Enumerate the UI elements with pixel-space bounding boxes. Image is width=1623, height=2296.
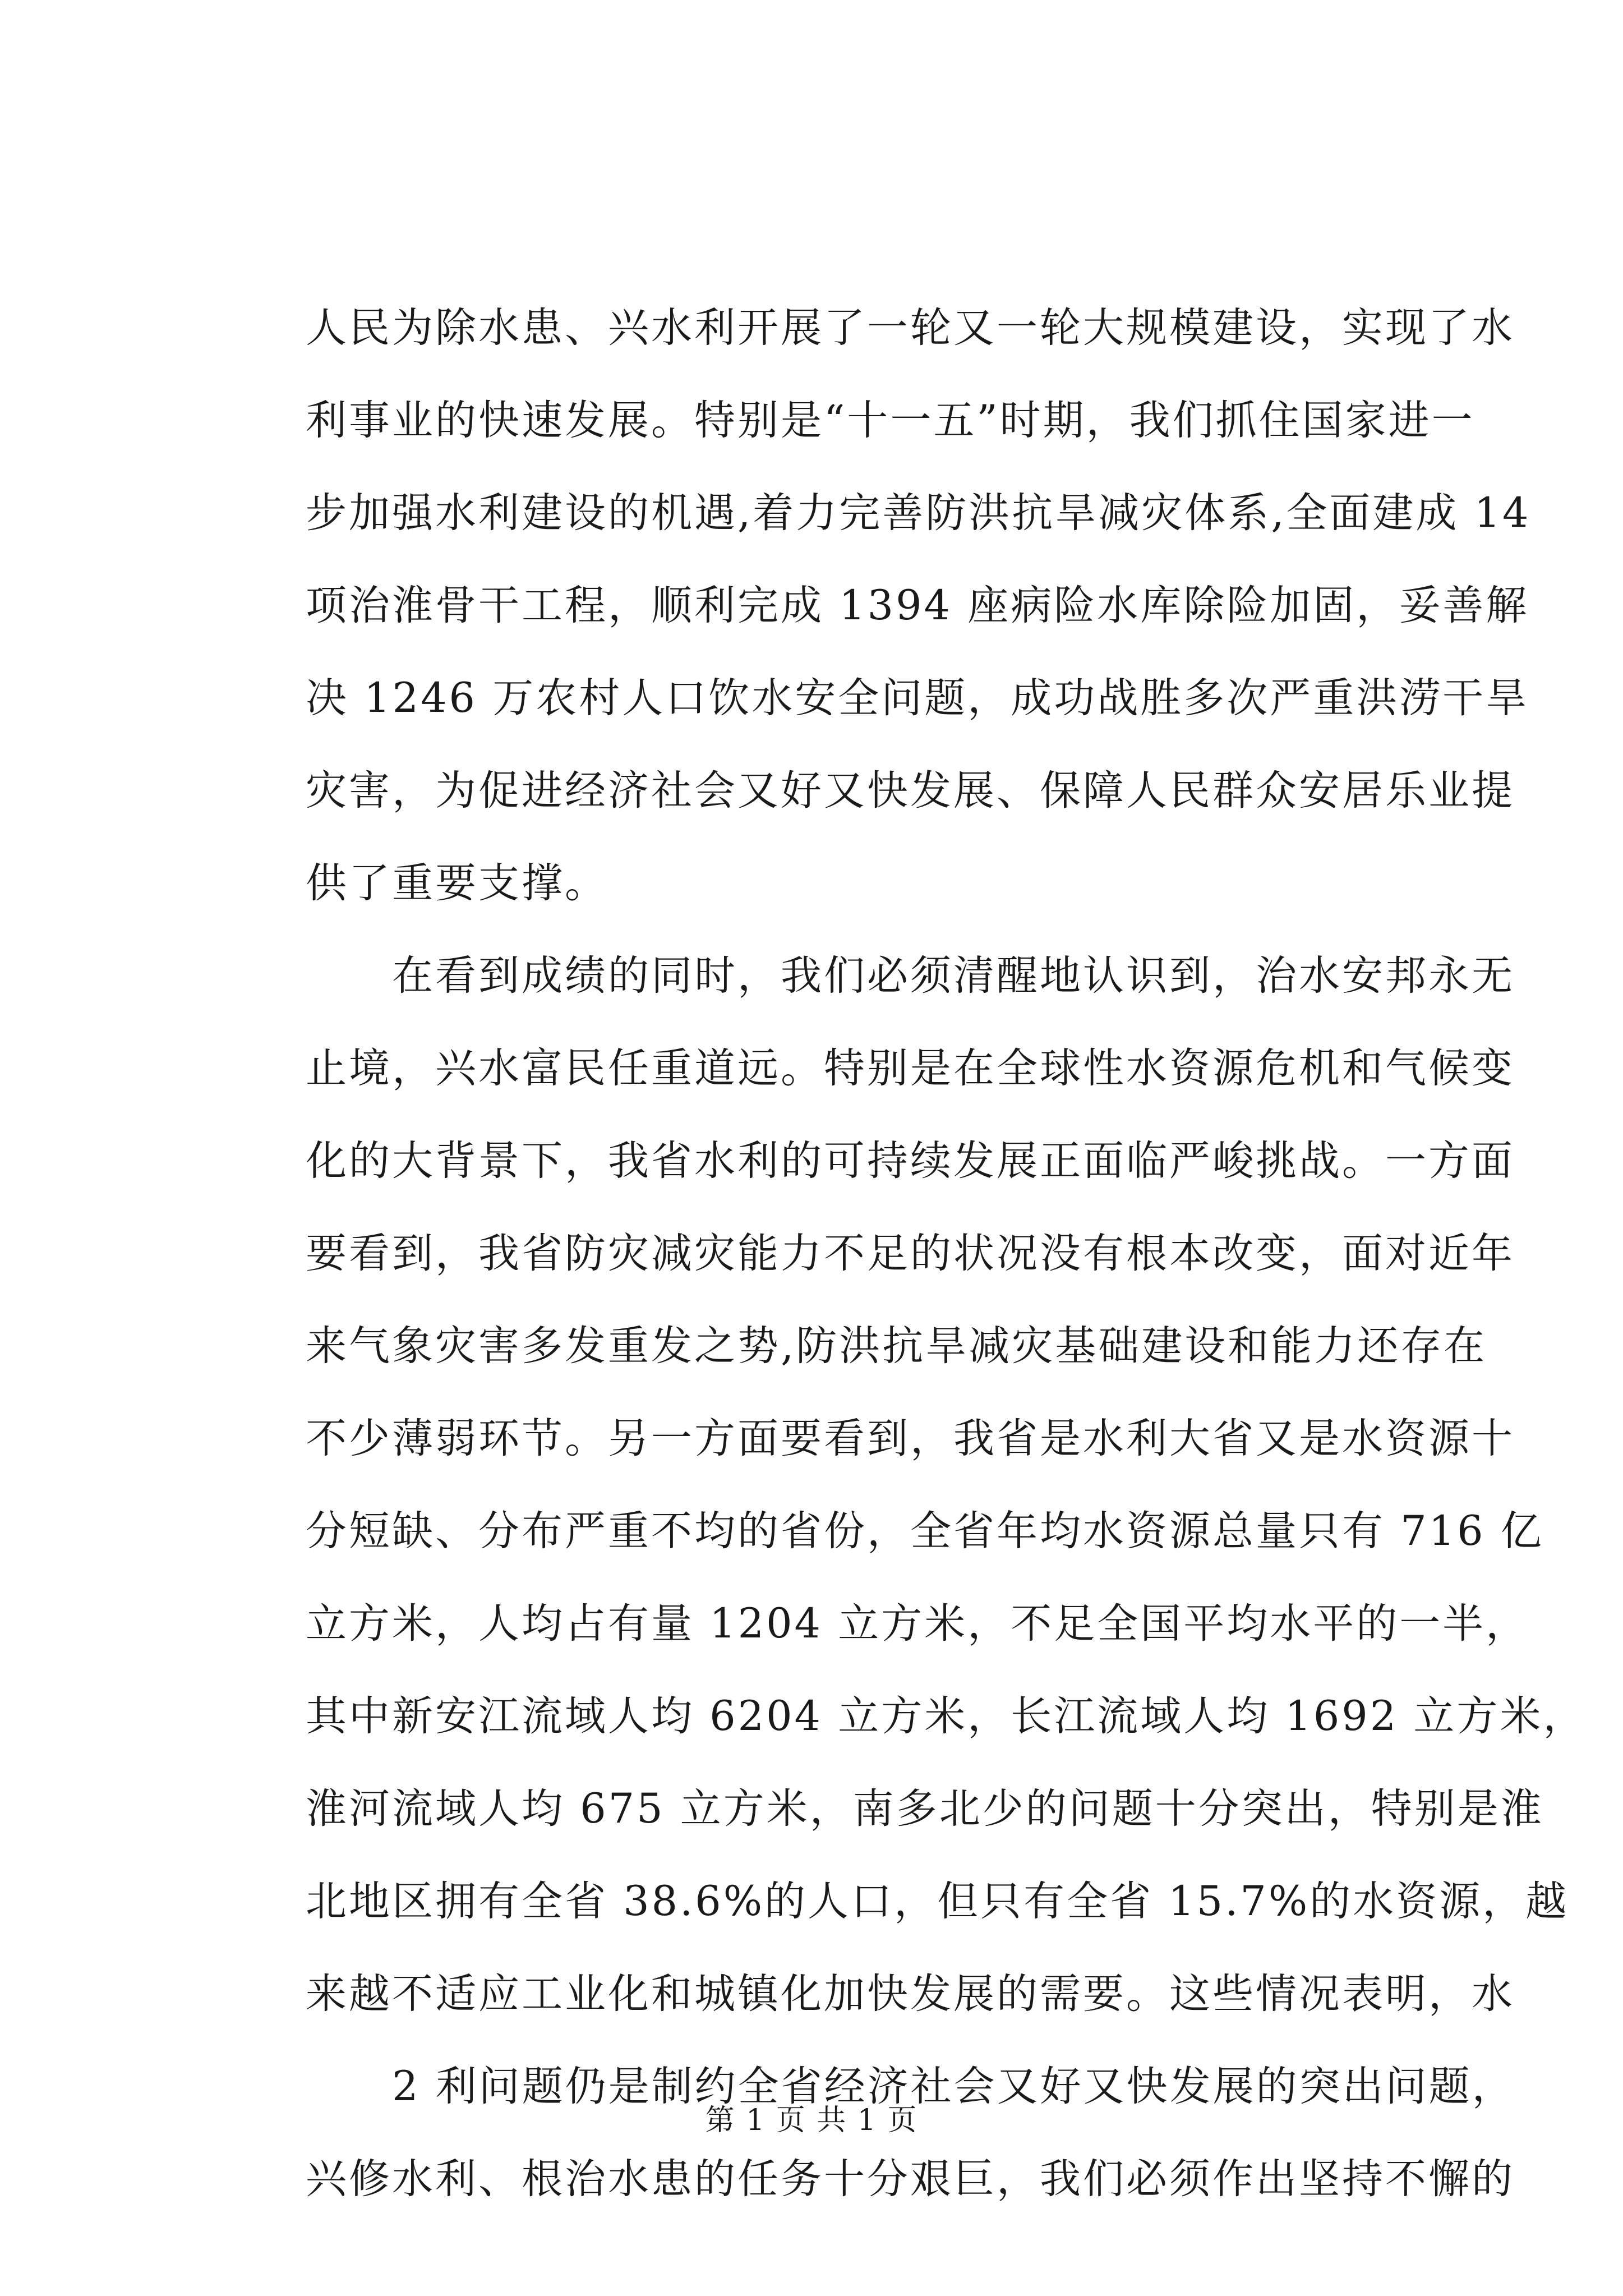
page-footer — [0, 2101, 1623, 2140]
text-line: 其中新安江流域人均 6204 立方米，长江流域人均 1692 立方米， — [306, 1692, 1587, 1740]
text-line: 北地区拥有全省 38.6%的人口，但只有全省 15.7%的水资源，越 — [306, 1878, 1569, 1925]
text-line: 来气象灾害多发重发之势,防洪抗旱减灾基础建设和能力还存在 — [306, 1322, 1487, 1370]
text-line: 化的大背景下，我省水利的可持续发展正面临严峻挑战。一方面 — [306, 1137, 1515, 1185]
paragraph-start-line: 在看到成绩的同时，我们必须清醒地认识到，治水安邦永无 — [306, 952, 1515, 1000]
text-line: 灾害，为促进经济社会又好又快发展、保障人民群众安居乐业提 — [306, 767, 1515, 815]
text-line: 步加强水利建设的机遇,着力完善防洪抗旱减灾体系,全面建成 14 — [306, 489, 1531, 537]
text-line: 项治淮骨干工程，顺利完成 1394 座病险水库除险加固，妥善解 — [306, 582, 1529, 629]
paragraph-start-line: 2 利问题仍是制约全省经济社会又好又快发展的突出问题， — [306, 2063, 1515, 2110]
text-line: 止境，兴水富民任重道远。特别是在全球性水资源危机和气候变 — [306, 1045, 1515, 1092]
text-line: 分短缺、分布严重不均的省份，全省年均水资源总量只有 716 亿 — [306, 1507, 1544, 1555]
page-number-label: 第 1 页 共 1 页 — [705, 2104, 918, 2137]
text-line: 淮河流域人均 675 立方米，南多北少的问题十分突出，特别是淮 — [306, 1785, 1544, 1833]
text-line: 利事业的快速发展。特别是“十一五”时期，我们抓住国家进一 — [306, 397, 1475, 444]
text-line: 供了重要支撑。 — [306, 859, 608, 907]
text-line: 要看到，我省防灾减灾能力不足的状况没有根本改变，面对近年 — [306, 1230, 1515, 1277]
text-line: 人民为除水患、兴水利开展了一轮又一轮大规模建设，实现了水 — [306, 304, 1515, 352]
text-line: 立方米，人均占有量 1204 立方米，不足全国平均水平的一半， — [306, 1600, 1529, 1648]
text-line: 不少薄弱环节。另一方面要看到，我省是水利大省又是水资源十 — [306, 1415, 1515, 1462]
text-line: 来越不适应工业化和城镇化加快发展的需要。这些情况表明，水 — [306, 1970, 1515, 2018]
text-line: 兴修水利、根治水患的任务十分艰巨，我们必须作出坚持不懈的 — [306, 2155, 1515, 2203]
text-line: 决 1246 万农村人口饮水安全问题，成功战胜多次严重洪涝干旱 — [306, 674, 1529, 722]
document-body — [306, 303, 1587, 2247]
